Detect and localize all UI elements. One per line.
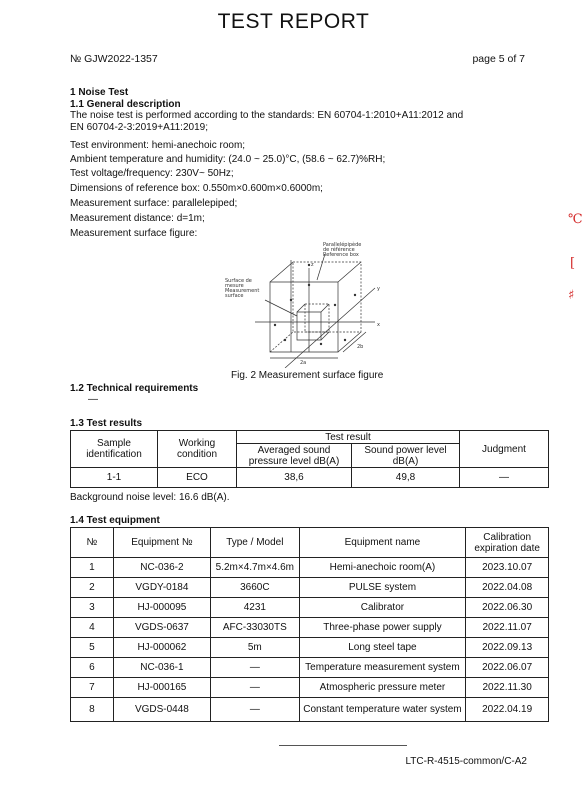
cell-calibration: 2022.11.07: [466, 618, 549, 638]
cell-spl: 38,6: [237, 468, 352, 488]
svg-text:Measurement: Measurement: [225, 288, 260, 294]
header-test-result: Test result: [237, 431, 460, 444]
measurement-surface-figure: [225, 240, 395, 368]
cell-type: AFC-33030TS: [211, 618, 300, 638]
header-spl: Averaged sound pressure level dB(A): [237, 444, 352, 468]
desc-line-5: Test voltage/frequency: 230V~ 50Hz;: [70, 168, 234, 179]
stamp-fragment: ♯: [568, 288, 575, 303]
cell-no: 5: [71, 638, 114, 658]
header-judgment: Judgment: [460, 431, 549, 468]
cell-equipment-no: HJ-000062: [113, 638, 210, 658]
header-calibration: Calibration expiration date: [466, 528, 549, 558]
footer-rule: [279, 745, 407, 746]
desc-line-8: Measurement distance: d=1m;: [70, 213, 205, 224]
desc-line-6: Dimensions of reference box: 0.550m×0.600m×0.6000m;: [70, 183, 323, 194]
cell-no: 8: [71, 698, 114, 722]
test-equipment-table: [70, 527, 549, 722]
svg-text:x: x: [377, 322, 380, 328]
section-1-4-heading: 1.4 Test equipment: [70, 515, 160, 526]
cell-no: 7: [71, 678, 114, 698]
table-row: [71, 558, 549, 578]
cell-calibration: 2023.10.07: [466, 558, 549, 578]
cell-name: Calibrator: [299, 598, 466, 618]
page-number: page 5 of 7: [472, 53, 525, 65]
cell-type: —: [211, 698, 300, 722]
cell-equipment-no: VGDS-0637: [113, 618, 210, 638]
cell-equipment-no: VGDY-0184: [113, 578, 210, 598]
cell-name: Constant temperature water system: [299, 698, 466, 722]
svg-text:Parallelépipède: Parallelépipède: [323, 242, 362, 248]
desc-line-4: Ambient temperature and humidity: (24.0 ~ 25.0)°C, (58.6 ~ 62.7)%RH;: [70, 154, 386, 165]
cell-calibration: 2022.06.07: [466, 658, 549, 678]
table-row: [71, 468, 549, 488]
page-title: TEST REPORT: [217, 10, 370, 33]
section-1-1-heading: 1.1 General description: [70, 99, 181, 110]
section-1-heading: 1 Noise Test: [70, 87, 129, 98]
table-row: [71, 698, 549, 722]
cell-equipment-no: VGDS-0448: [113, 698, 210, 722]
footer-code: LTC-R-4515-common/C-A2: [405, 756, 527, 767]
desc-line-3: Test environment: hemi-anechoic room;: [70, 140, 246, 151]
desc-line-1: The noise test is performed according to the standards: EN 60704-1:2010+A11:2012 and: [70, 110, 464, 121]
section-1-2-heading: 1.2 Technical requirements: [70, 383, 199, 394]
cell-equipment-no: NC-036-2: [113, 558, 210, 578]
cell-name: Long steel tape: [299, 638, 466, 658]
cell-type: —: [211, 678, 300, 698]
cell-name: PULSE system: [299, 578, 466, 598]
header-type-model: Type / Model: [211, 528, 300, 558]
report-number: № GJW2022-1357: [70, 53, 158, 65]
cell-name: Hemi-anechoic room(A): [299, 558, 466, 578]
test-results-table: [70, 430, 549, 488]
cell-calibration: 2022.04.19: [466, 698, 549, 722]
table-row: [71, 618, 549, 638]
section-1-3-heading: 1.3 Test results: [70, 418, 143, 429]
svg-text:z: z: [311, 262, 314, 268]
cell-name: Temperature measurement system: [299, 658, 466, 678]
table-row: [71, 678, 549, 698]
cell-no: 1: [71, 558, 114, 578]
cell-working: ECO: [158, 468, 237, 488]
table-row: [71, 578, 549, 598]
svg-text:2a: 2a: [300, 360, 307, 366]
cell-no: 2: [71, 578, 114, 598]
stamp-fragment: ℃: [568, 212, 583, 227]
table-row: [71, 658, 549, 678]
cell-judgment: —: [460, 468, 549, 488]
cell-equipment-no: HJ-000095: [113, 598, 210, 618]
cell-calibration: 2022.04.08: [466, 578, 549, 598]
table-row: [71, 598, 549, 618]
desc-line-7: Measurement surface: parallelepiped;: [70, 198, 238, 209]
header-equipment-name: Equipment name: [299, 528, 466, 558]
cell-type: 4231: [211, 598, 300, 618]
header-working: Working condition: [158, 431, 237, 468]
cell-equipment-no: HJ-000165: [113, 678, 210, 698]
svg-text:Surface de: Surface de: [225, 278, 252, 284]
figure-caption: Fig. 2 Measurement surface figure: [231, 370, 384, 381]
svg-text:mesure: mesure: [225, 283, 244, 289]
cell-type: —: [211, 658, 300, 678]
cell-no: 3: [71, 598, 114, 618]
svg-text:surface: surface: [225, 293, 244, 299]
cell-equipment-no: NC-036-1: [113, 658, 210, 678]
svg-text:y: y: [377, 286, 380, 292]
header-swl: Sound power level dB(A): [352, 444, 460, 468]
cell-swl: 49,8: [352, 468, 460, 488]
background-noise: Background noise level: 16.6 dB(A).: [70, 492, 230, 503]
table-row: [71, 638, 549, 658]
cell-type: 5.2m×4.7m×4.6m: [211, 558, 300, 578]
stamp-fragment: [: [570, 256, 576, 271]
header-equipment-no: Equipment №: [113, 528, 210, 558]
cell-type: 5m: [211, 638, 300, 658]
cell-calibration: 2022.06.30: [466, 598, 549, 618]
technical-requirements-value: —: [88, 394, 98, 405]
cell-sample: 1-1: [71, 468, 158, 488]
desc-line-9: Measurement surface figure:: [70, 228, 198, 239]
svg-text:Reference box: Reference box: [323, 252, 359, 258]
cell-name: Three-phase power supply: [299, 618, 466, 638]
svg-text:de référence: de référence: [323, 247, 355, 253]
cell-no: 4: [71, 618, 114, 638]
cell-calibration: 2022.11.30: [466, 678, 549, 698]
header-no: №: [71, 528, 114, 558]
header-sample: Sample identification: [71, 431, 158, 468]
cell-no: 6: [71, 658, 114, 678]
cell-name: Atmospheric pressure meter: [299, 678, 466, 698]
cell-calibration: 2022.09.13: [466, 638, 549, 658]
desc-line-2: EN 60704-2-3:2019+A11:2019;: [70, 122, 208, 133]
svg-text:2b: 2b: [357, 344, 364, 350]
cell-type: 3660C: [211, 578, 300, 598]
